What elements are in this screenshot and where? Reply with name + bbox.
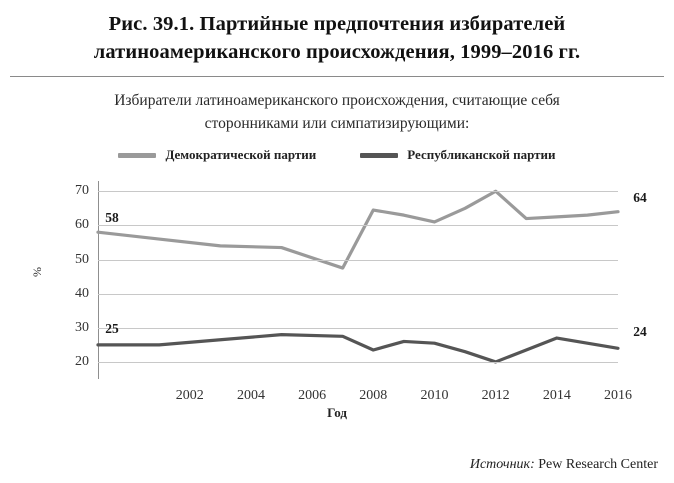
legend-label-republican: Республиканской партии: [407, 147, 556, 162]
chart-legend: [0, 147, 674, 163]
source-text: Pew Research Center: [538, 457, 658, 472]
series-line: [98, 335, 618, 362]
data-point-label: 58: [105, 210, 119, 226]
source-note: [470, 457, 658, 473]
subtitle-line-2: сторонниками или симпатизирующими:: [204, 115, 470, 132]
y-axis-tick: 30: [75, 319, 89, 335]
figure-title: [0, 0, 674, 70]
series-line: [98, 191, 618, 268]
title-line-2: латиноамериканского происхождения, 1999–2016 гг.: [93, 41, 581, 63]
legend-swatch-democrat: [118, 153, 156, 158]
chart-area: [20, 173, 654, 423]
gridline: [98, 225, 618, 226]
gridline: [98, 191, 618, 192]
y-axis-tick: 20: [75, 353, 89, 369]
x-axis-label: Год: [327, 405, 347, 420]
plot-region: [75, 181, 647, 403]
y-axis-label: %: [30, 267, 44, 277]
x-axis-tick: 2014: [542, 388, 571, 403]
legend-item-republican: [360, 147, 555, 163]
legend-label-democrat: Демократической партии: [165, 147, 317, 162]
data-point-label: 25: [105, 320, 119, 336]
y-axis-tick: 70: [75, 183, 89, 199]
gridline: [98, 362, 618, 363]
source-prefix: Источник:: [469, 457, 535, 472]
legend-item-democrat: [118, 147, 316, 163]
figure-subtitle: [0, 77, 674, 135]
y-axis-tick: 50: [75, 251, 89, 267]
gridline: [98, 260, 618, 261]
series-lines: [98, 181, 618, 379]
x-axis-tick: 2010: [420, 388, 449, 403]
gridline: [98, 328, 618, 329]
data-point-label: 64: [633, 189, 647, 205]
title-line-1: Рис. 39.1. Партийные предпочтения избирателей: [108, 13, 566, 35]
gridline: [98, 294, 618, 295]
x-axis-tick: 2012: [481, 388, 510, 403]
subtitle-line-1: Избиратели латиноамериканского происхождения, считающие себя: [114, 92, 560, 109]
x-axis-tick: 2004: [236, 388, 265, 403]
x-axis-tick: 2006: [298, 388, 327, 403]
x-axis-tick: 2008: [359, 388, 388, 403]
x-axis-tick: 2016: [604, 388, 632, 403]
y-axis-tick: 60: [75, 217, 89, 233]
x-axis-tick: 2002: [175, 388, 204, 403]
data-point-label: 24: [633, 324, 647, 340]
y-axis-tick: 40: [75, 285, 89, 301]
legend-swatch-republican: [360, 153, 398, 158]
